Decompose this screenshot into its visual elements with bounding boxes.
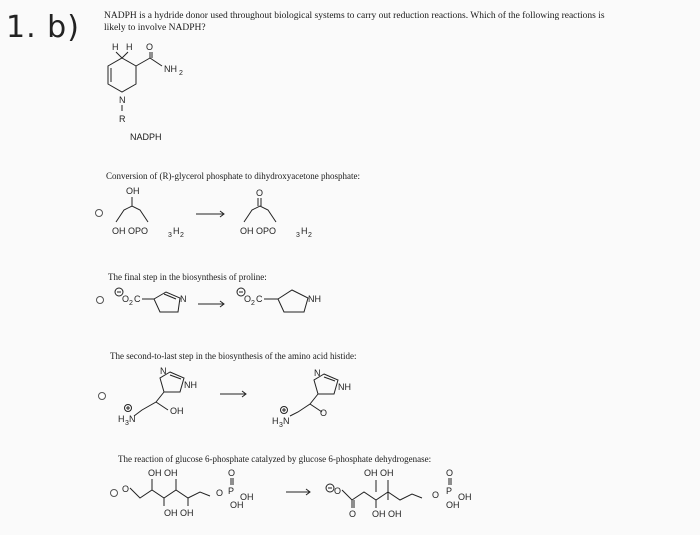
option-2-product-c: C	[256, 294, 263, 304]
option-1-product-sub1: 3	[296, 232, 300, 239]
option-3-product-h3n-n: N	[283, 416, 290, 426]
option-4-product-o-bottom: O	[349, 509, 357, 519]
option-4-reactant-bottom: OH OH	[164, 508, 194, 518]
option-3-product-o: O	[320, 408, 328, 418]
option-1-radio[interactable]	[95, 209, 103, 217]
option-4-product-po: O	[432, 490, 440, 500]
option-1-reactant-bottom: OH OPO	[112, 226, 149, 236]
option-1-product-sub2: 2	[308, 232, 312, 239]
option-4-product-poh1: OH	[458, 492, 472, 502]
option-4-product-bottom: OH OH	[372, 509, 402, 519]
option-2-caption: The final step in the biosynthesis of proline:	[108, 272, 267, 282]
option-3-radio[interactable]	[98, 392, 106, 400]
nadph-label: NADPH	[130, 132, 162, 142]
nadph-n: N	[119, 95, 126, 105]
option-1-reactant-top: OH	[126, 186, 140, 196]
option-3-product-n: N	[314, 368, 321, 378]
option-1-reactant-h: H	[173, 226, 180, 236]
option-1-product-bottom: OH OPO	[240, 226, 277, 236]
option-4-caption: The reaction of glucose 6-phosphate catalyzed by glucose 6-phosphate dehydrogenase:	[118, 454, 432, 464]
option-2-product-group: O	[244, 294, 252, 304]
question-text	[104, 10, 694, 34]
option-1-product-h: H	[301, 226, 308, 236]
option-2-product-sub: 2	[251, 300, 255, 307]
option-2-reactant-group: O	[122, 294, 130, 304]
option-4-product-p-o: O	[446, 468, 454, 478]
option-1-reactant-sub2: 2	[180, 232, 184, 239]
nadph-nh2: NH	[164, 64, 177, 74]
option-3-reactant-h3n-sub: 3	[125, 420, 129, 427]
option-2-product-nh: NH	[308, 294, 321, 304]
option-4-product-p: P	[446, 486, 453, 496]
option-2-reactant-n: N	[180, 294, 187, 304]
option-1-caption: Conversion of (R)-glycerol phosphate to dihydroxyacetone phosphate:	[106, 171, 360, 181]
option-2-reactant-c: C	[134, 294, 141, 304]
option-3-product-nh: NH	[338, 382, 351, 392]
nadph-nh2-sub: 2	[179, 70, 183, 77]
problem-number: 1. b)	[6, 10, 80, 45]
question-line-1: NADPH is a hydride donor used throughout biological systems to carry out reduction reactions. Which of the following reactions is	[104, 11, 605, 21]
option-3-reaction	[112, 364, 372, 430]
option-3-caption: The second-to-last step in the biosynthesis of the amino acid histide:	[110, 351, 357, 361]
option-4-reactant-p: P	[228, 486, 235, 496]
option-4-reactant-top: OH OH	[148, 468, 178, 478]
option-2-reactant-sub: 2	[129, 300, 133, 307]
option-4-product-poh2: OH	[446, 500, 460, 510]
nadph-h2: H	[126, 42, 133, 52]
option-4-reaction	[120, 466, 500, 526]
option-1-reaction	[110, 184, 350, 244]
option-4-radio[interactable]	[110, 489, 118, 497]
option-4-reactant-poh2: OH	[230, 500, 244, 510]
option-4-product-o-left: O	[334, 486, 342, 496]
option-4-reactant-po: O	[216, 488, 224, 498]
option-3-reactant-h3n: H	[118, 414, 125, 424]
nadph-h1: H	[112, 42, 119, 52]
option-3-reactant-h3n-n: N	[129, 414, 136, 424]
option-3-reactant-n: N	[160, 366, 167, 376]
option-2-reaction	[110, 284, 360, 324]
option-1-product-top: O	[256, 188, 264, 198]
question-line-2: likely to involve NADPH?	[104, 23, 206, 33]
option-4-reactant-p-o: O	[228, 468, 236, 478]
option-4-reactant-o-left: O	[122, 484, 130, 494]
option-1-reactant-sub1: 3	[168, 232, 172, 239]
option-3-product-h3n-sub: 3	[279, 422, 283, 429]
option-3-reactant-oh: OH	[170, 406, 184, 416]
option-3-product-h3n: H	[272, 416, 279, 426]
option-4-product-top: OH OH	[364, 468, 394, 478]
option-4-reactant-poh1: OH	[240, 492, 254, 502]
option-2-radio[interactable]	[96, 296, 104, 304]
nadph-o: O	[146, 42, 154, 52]
nadph-r: R	[119, 114, 126, 124]
option-3-reactant-nh: NH	[184, 380, 197, 390]
